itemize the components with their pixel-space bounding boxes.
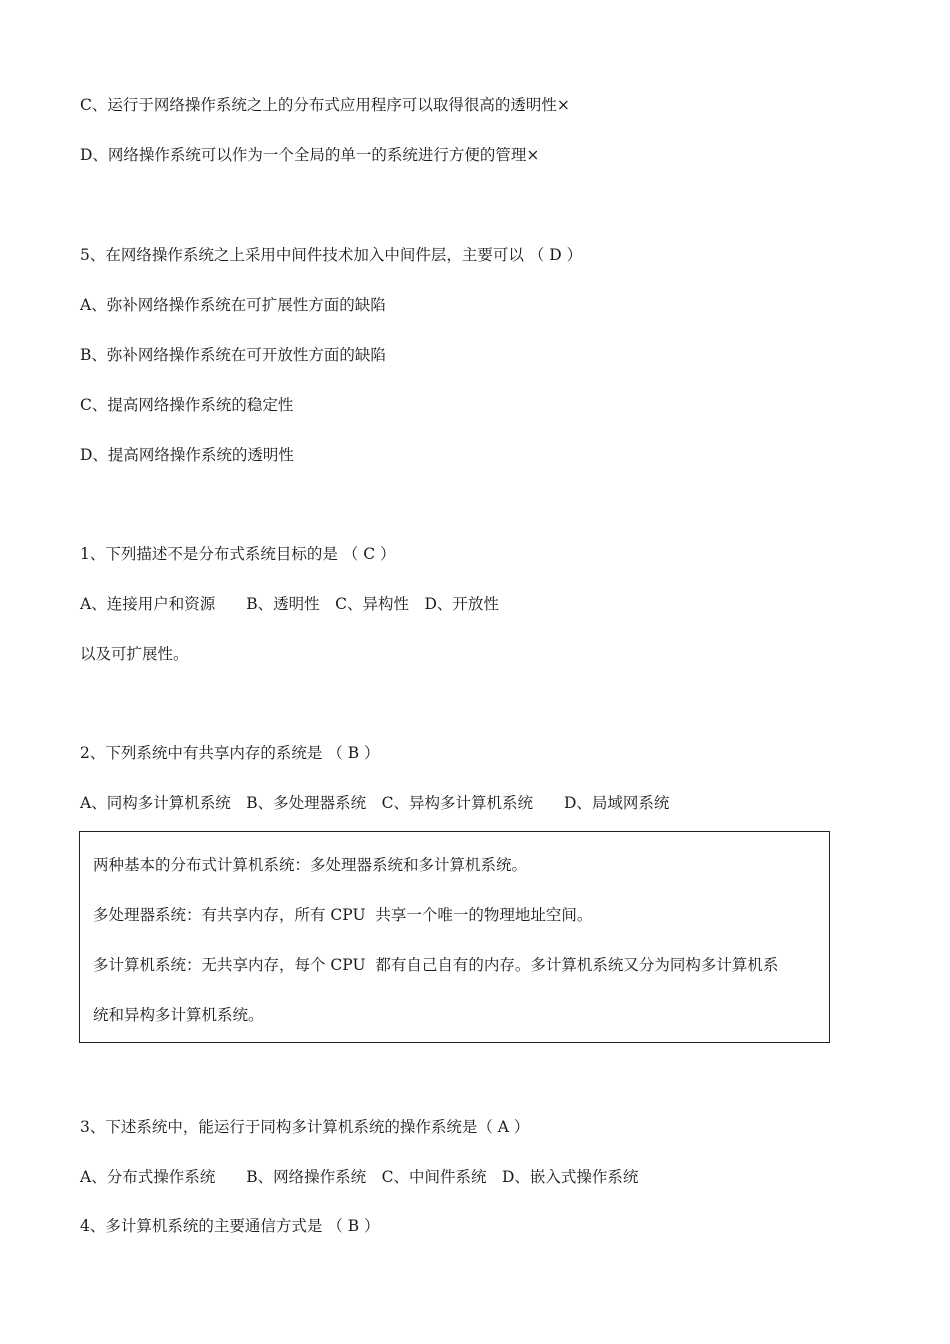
- question-5-option-c: C、提高网络操作系统的稳定性: [80, 396, 294, 414]
- question-2: 2、下列系统中有共享内存的系统是 （ B ）: [80, 744, 380, 762]
- note-box: [79, 831, 830, 1043]
- question-3: 3、下述系统中，能运行于同构多计算机系统的操作系统是（ A ）: [80, 1118, 530, 1136]
- question-2-options: A、同构多计算机系统 B、多处理器系统 C、异构多计算机系统 D、局域网系统: [80, 794, 670, 812]
- option-c-text: C、运行于网络操作系统之上的分布式应用程序可以取得很高的透明性×: [80, 96, 570, 114]
- question-1-options: A、连接用户和资源 B、透明性 C、异构性 D、开放性: [80, 595, 499, 613]
- note-line-2: 多处理器系统：有共享内存，所有 CPU 共享一个唯一的物理地址空间。: [93, 906, 593, 924]
- question-5-option-a: A、弥补网络操作系统在可扩展性方面的缺陷: [80, 296, 386, 314]
- note-line-3: 多计算机系统：无共享内存，每个 CPU 都有自己自有的内存。多计算机系统又分为同构多计算机系: [93, 956, 779, 974]
- question-4: 4、多计算机系统的主要通信方式是 （ B ）: [80, 1217, 380, 1235]
- question-5: 5、在网络操作系统之上采用中间件技术加入中间件层，主要可以 （ D ）: [80, 246, 583, 264]
- question-1: 1、下列描述不是分布式系统目标的是 （ C ）: [80, 545, 396, 563]
- option-d-text: D、网络操作系统可以作为一个全局的单一的系统进行方便的管理×: [80, 146, 540, 164]
- question-5-option-d: D、提高网络操作系统的透明性: [80, 446, 294, 464]
- question-5-option-b: B、弥补网络操作系统在可开放性方面的缺陷: [80, 346, 386, 364]
- note-line-4: 统和异构多计算机系统。: [93, 1006, 264, 1024]
- question-1-continuation: 以及可扩展性。: [80, 645, 189, 663]
- question-3-options: A、分布式操作系统 B、网络操作系统 C、中间件系统 D、嵌入式操作系统: [80, 1168, 639, 1186]
- note-line-1: 两种基本的分布式计算机系统：多处理器系统和多计算机系统。: [93, 856, 528, 874]
